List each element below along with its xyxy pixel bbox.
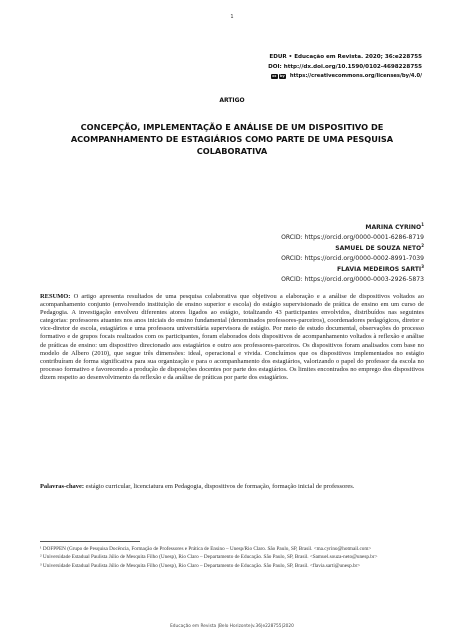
orcid-link[interactable]: ORCID: https://orcid.org/0000-0001-6286-8719	[281, 234, 424, 242]
by-icon: by	[279, 73, 285, 78]
orcid-link[interactable]: ORCID: https://orcid.org/0000-0003-2926-5873	[281, 276, 424, 284]
author-2	[281, 241, 424, 264]
author-3	[281, 262, 424, 285]
section-label: ARTIGO	[219, 97, 245, 104]
author-name: MARINA CYRINO$^1$	[365, 222, 424, 232]
page-number: 1	[230, 14, 234, 20]
footnotes	[40, 546, 424, 571]
keywords-text: estágio curricular, licenciatura em Pedagogia, dispositivos de formação, formação inicial de professores.	[85, 483, 355, 490]
journal-citation: EDUR • Educação em Revista. 2020; 36:e228755	[269, 54, 422, 60]
cc-icon: cc	[272, 73, 277, 78]
footnote-3: ³ Universidade Estadual Paulista Júlio de Mesquita Filho (Unesp), Rio Claro – Departamento de Educação. São Paulo, SP, Brasil. <flavia.sarti@unesp.br>	[40, 562, 361, 569]
footnote-2: ² Universidade Estadual Paulista Júlio de Mesquita Filho (Unesp), Rio Claro – Departamento de Educação. São Paulo, SP, Brasil. <Samuel.souza-neto@unesp.br>	[40, 554, 378, 561]
creative-commons-badge	[271, 74, 286, 79]
orcid-link[interactable]: ORCID: https://orcid.org/0000-0002-8991-7039	[281, 255, 424, 263]
abstract-text: O artigo apresenta resultados de uma pesquisa colaborativa que objetivou a elaboração e a análise de dispositivos voltados ao acompanhamento conjunto (envolvendo instituição de ensino superior e escola) do estágio supervisionado de prática de ensino em um curso de Pedagogia. A investigação envolveu diferentes atores ligados ao estágio, totalizando 43 participantes envolvidos, distribuídos nas seguintes categorias: professores atuantes nos anos iniciais do ensino fundamental (denominados professores-parceiros), coordenadores pedagógicos, diretor e vice-diretor de escola, estagiários e uma professora universitária supervisora de estágio. Por meio de estudo documental, observações do processo formativo e de grupos focais realizados com os participantes, foram elaborados dois dispositivos de acompanhamento voltados à reflexão e análise de práticas de ensino: um dispositivo direcionado aos estagiários e outro aos professores-parceiros. Os dispositivos foram analisados com base no modelo de Albero (2010), que segue três dimensões: ideal, operacional e vivida. Concluímos que os dispositivos implementados no estágio contribuíram de forma significativa para sua organização e para o acompanhamento dos estagiários, valorizando o papel do professor da escola no processo formativo e favorecendo a produção de disposições docentes por parte dos estagiários. Os limites encontrados no emprego dos dispositivos dizem respeito ao desenvolvimento da reflexão e da análise de práticas por parte dos estagiários.	[40, 293, 425, 381]
doi-link[interactable]: DOI: http://dx.doi.org/10.1590/0102-4698228755	[268, 64, 422, 70]
footnote-divider	[40, 541, 140, 542]
abstract-label: RESUMO:	[40, 293, 71, 300]
keywords-label: Palavras-chave:	[40, 483, 84, 490]
abstract	[40, 293, 424, 382]
article-title: CONCEPÇÃO, IMPLEMENTAÇÃO E ANÁLISE DE UM DISPOSITIVO DE ACOMPANHAMENTO DE ESTAGIÁRIOS COMO PARTE DE UMA PESQUISA COLABORATIVA	[70, 122, 394, 156]
journal-header	[268, 52, 422, 72]
footnote-1: ¹ DOFPPEN (Grupo de Pesquisa Docência, Formação de Professores e Prática de Ensino – Unesp/Rio Claro. São Paulo, SP, Brasil. <ma.cyrino@hotmail.com>	[40, 546, 372, 552]
author-name: FLAVIA MEDEIROS SARTI$^3$	[336, 264, 424, 274]
author-1	[281, 220, 424, 243]
page-footer: Educação em Revista |Belo Horizonte|v.36|e228755|2020	[170, 624, 294, 629]
author-name: SAMUEL DE SOUZA NETO$^2$	[335, 243, 424, 253]
license-line	[271, 73, 422, 79]
keywords	[40, 483, 424, 491]
license-link[interactable]: https://creativecommons.org/licenses/by/4.0/	[289, 73, 422, 79]
